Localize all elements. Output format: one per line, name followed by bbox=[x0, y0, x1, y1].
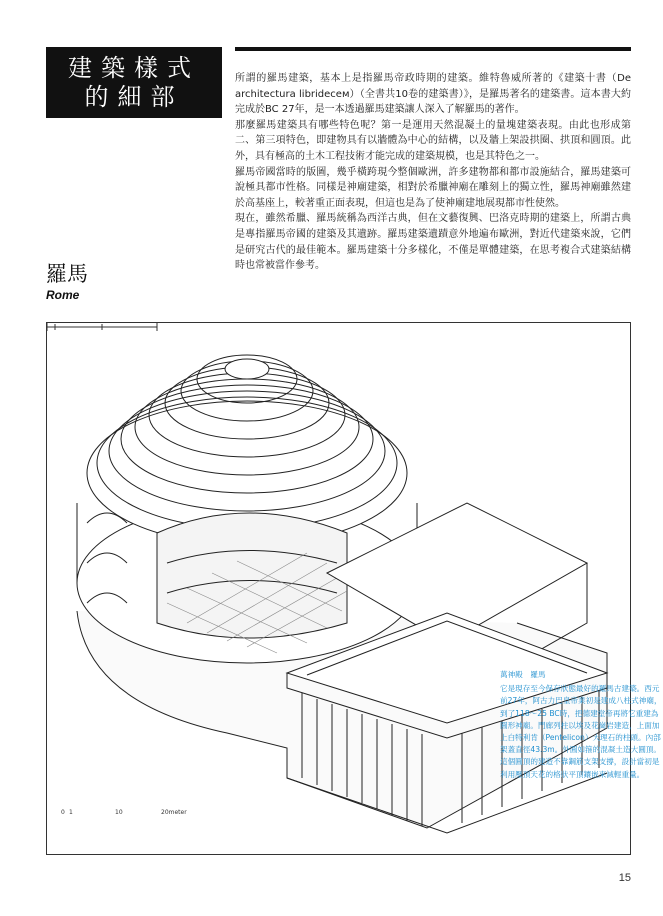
body-paragraph: 那麼羅馬建築具有哪些特色呢？第一是運用天然混凝土的量塊建築表現。由此也形成第二、第三項特色，即建物具有以牆體為中心的結構，以及牆上架設拱圈、拱頂和圓頂。此外，具有極高的土木工程技術才能完成的建築規模，也是其特色之一。 bbox=[235, 119, 631, 162]
section-title-line-2: 的細部 bbox=[84, 82, 184, 111]
region-latin-name: Rome bbox=[46, 288, 80, 302]
figure-caption bbox=[500, 669, 663, 781]
page-number: 15 bbox=[618, 872, 631, 884]
pantheon-figure bbox=[46, 322, 662, 855]
body-paragraph: 所謂的羅馬建築，基本上是指羅馬帝政時期的建築。維特魯威所著的《建築十書（De architectura librideceм）（全書共10卷的建築書）》，是羅馬著名的建築書。這本書大約完成於BC 27年，是一本透過羅馬建築讓人深入了解羅馬的著作。 bbox=[235, 73, 631, 116]
body-text bbox=[235, 71, 631, 274]
body-paragraph: 現在，雖然希臘、羅馬統稱為西洋古典，但在文藝復興、巴洛克時期的建築上，所謂古典是專指羅馬帝國的建築及其遺跡。羅馬建築遺蹟意外地遍布歐洲，對近代建築來說，它們是研究古代的最佳範本。羅馬建築十分多樣化，不僅是單體建築，在思考複合式建築結構時也常被當作參考。 bbox=[235, 213, 631, 272]
scale-label: 0 bbox=[61, 809, 65, 816]
scale-label: 20meter bbox=[161, 809, 187, 816]
caption-text: 它是現存至今保存狀態最好的羅馬古建築。西元前27年，阿古力巴皇帝業初是建成八柱式神廟，到了118～25 BC時，把德建堂帝再將它重建為圓形神廟。門廊列柱以埃及花崗岩建造，上面加上白特利肯（Pentelicon）大理石的柱頭。內部架蓋直徑43.3m。外圓如箍的混凝土造大圓頂。這個圓頂的建造不靠鋼筋支架支撐，設計當初是利用壓頂天花的格狀平頂鑲嵌來減輕重量。 bbox=[500, 684, 662, 779]
scale-label: 1 bbox=[69, 809, 73, 816]
scale-label: 10 bbox=[115, 809, 123, 816]
body-paragraph: 羅馬帝國當時的版圖，幾乎橫跨現今整個歐洲，許多建物都和都市設施結合，羅馬建築可說極具都市性格。同樣是神廟建築，相對於希臘神廟在雕刻上的獨立性，羅馬神廟雖然建於高基座上，較著重正面表現，但這也是為了使神廟建地展現都市性使然。 bbox=[235, 166, 631, 209]
section-title-line-1: 建築樣式 bbox=[68, 53, 200, 82]
caption-title: 萬神殿 羅馬 bbox=[500, 670, 546, 679]
scale-bar bbox=[47, 323, 177, 331]
section-title-block bbox=[46, 47, 222, 118]
region-name: 羅馬 bbox=[46, 262, 88, 286]
top-rule bbox=[235, 47, 631, 51]
scale-bar-labels bbox=[61, 809, 221, 819]
